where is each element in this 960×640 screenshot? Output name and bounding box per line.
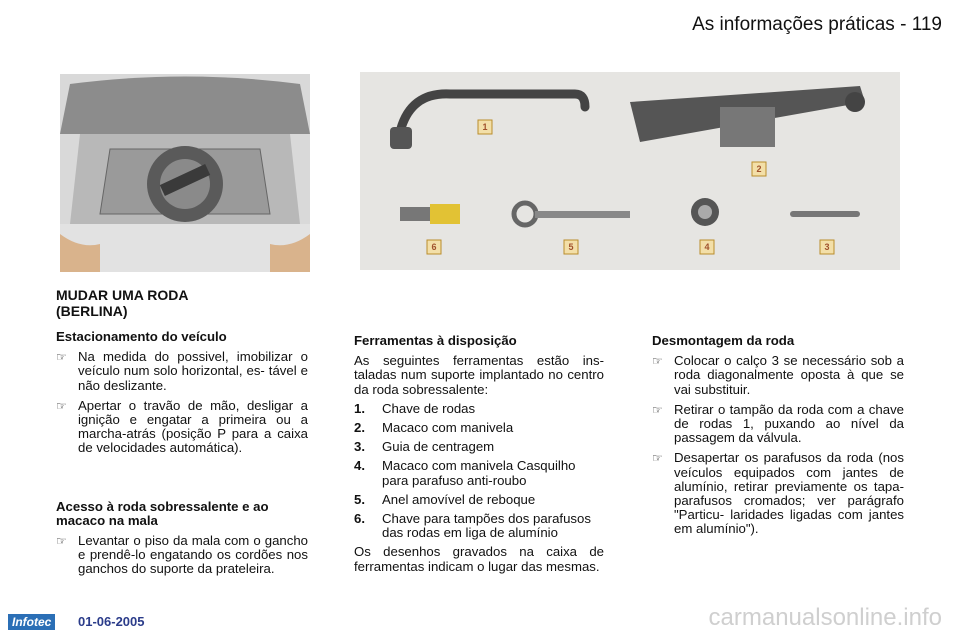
item-number: 6. (354, 511, 365, 527)
heading-parking: Estacionamento do veículo (56, 329, 227, 344)
tools-illustration (360, 72, 900, 270)
list-item (354, 493, 604, 507)
middle-column (354, 334, 604, 579)
tool-callout-5 (564, 240, 578, 254)
section-title-line1: MUDAR UMA RODA (56, 287, 189, 303)
tools-outro: Os desenhos gravados na caixa de ferramentas indicam o lugar das mesmas. (354, 544, 604, 574)
pointing-hand-icon: ☞ (56, 398, 67, 413)
heading-tools: Ferramentas à disposição (354, 333, 517, 348)
pointing-hand-icon: ☞ (652, 451, 663, 466)
tool-callout-4 (700, 240, 714, 254)
item-number: 4. (354, 458, 365, 474)
svg-text:2: 2 (756, 164, 762, 174)
section-title-line2: (BERLINA) (56, 303, 128, 319)
svg-text:5: 5 (568, 242, 574, 252)
list-item (56, 350, 308, 393)
list-item (652, 451, 904, 536)
list-item (354, 512, 604, 540)
list-item-text: Levantar o piso da mala com o gancho e prendê-lo engatando os cordões nos ganchos do suporte da prateleira. (78, 533, 308, 577)
pointing-hand-icon: ☞ (56, 534, 67, 549)
list-item (56, 399, 308, 456)
list-item (354, 459, 604, 487)
footer-date: 01-06-2005 (78, 614, 145, 629)
tools-intro: As seguintes ferramentas estão ins- taladas num suporte implantado no centro da roda sobressalente: (354, 353, 604, 397)
item-text: Chave de rodas (382, 400, 476, 416)
heading-spare-wheel-access: Acesso à roda sobressalente e ao macaco na mala (56, 498, 269, 528)
section-title (56, 287, 188, 319)
list-item-text: Apertar o travão de mão, desligar a ignição e engatar a primeira ou a marcha-atrás (posição P para a caixa de velocidades automática). (78, 397, 308, 456)
item-number: 5. (354, 491, 365, 507)
watermark: carmanualsonline.info (708, 604, 942, 631)
item-number: 3. (354, 439, 365, 455)
list-item (652, 354, 904, 397)
item-text: Macaco com manivela Casquilho para parafuso anti-roubo (382, 458, 576, 488)
infotec-logo: Infotec (8, 614, 55, 630)
item-text: Guia de centragem (382, 439, 495, 455)
tool-callout-6 (427, 240, 441, 254)
list-item-text: Na medida do possivel, imobilizar o veículo num solo horizontal, es- tável e não deslizante. (78, 349, 308, 393)
pointing-hand-icon: ☞ (652, 402, 663, 417)
left-column (56, 330, 308, 583)
svg-text:4: 4 (704, 242, 710, 252)
list-item-text: Retirar o tampão da roda com a chave de rodas 1, puxando ao nível da passagem da válvula. (674, 401, 904, 446)
trunk-photo (60, 74, 310, 272)
right-column (652, 334, 904, 543)
item-text: Anel amovível de reboque (382, 491, 536, 507)
page-title: As informações práticas - 119 (692, 14, 942, 35)
svg-text:1: 1 (482, 122, 488, 132)
item-text: Chave para tampões dos parafusos das rodas em liga de alumínio (382, 511, 591, 541)
list-item-text: Desapertar os parafusos da roda (nos veículos equipados com jantes de alumínio, retirar previamente os tapa-parafusos cromados; ver parágrafo "Particu- laridades ligadas com jantes em alumínio"). (674, 450, 904, 537)
svg-text:6: 6 (431, 242, 437, 252)
svg-text:3: 3 (824, 242, 830, 252)
tool-callout-3 (820, 240, 834, 254)
item-number: 1. (354, 400, 365, 416)
list-item (652, 403, 904, 446)
list-item (56, 534, 308, 577)
item-number: 2. (354, 420, 365, 436)
list-item (354, 402, 604, 416)
item-text: Macaco com manivela (382, 420, 514, 436)
tool-callout-1 (478, 120, 492, 134)
pointing-hand-icon: ☞ (56, 350, 67, 365)
list-item (354, 440, 604, 454)
tool-callout-2 (752, 162, 766, 176)
pointing-hand-icon: ☞ (652, 354, 663, 369)
list-item-text: Colocar o calço 3 se necessário sob a roda diagonalmente oposta à que se vai substituir. (674, 353, 904, 397)
list-item (354, 421, 604, 435)
heading-wheel-removal: Desmontagem da roda (652, 333, 795, 348)
